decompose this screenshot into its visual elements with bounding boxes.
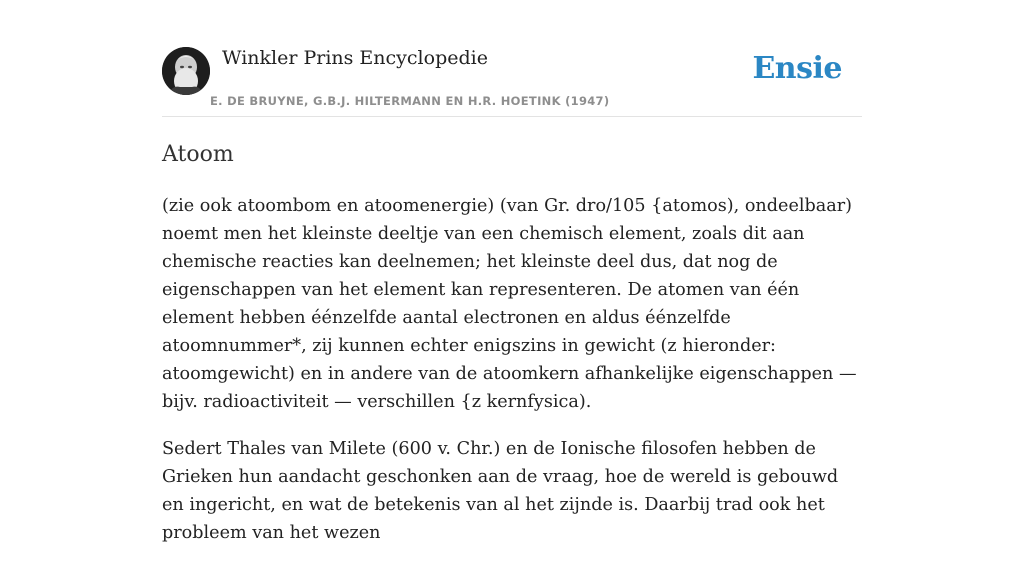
author-avatar [162, 47, 210, 95]
source-authors: E. DE BRUYNE, G.B.J. HILTERMANN EN H.R. HOETINK (1947) [210, 94, 610, 108]
article-title: Atoom [162, 142, 234, 167]
article-body [162, 192, 862, 566]
page [162, 0, 862, 543]
ensie-logo-link[interactable]: Ensie [752, 51, 842, 86]
article-paragraph: Sedert Thales van Milete (600 v. Chr.) en de Ionische filosofen hebben de Grieken hun aandacht geschonken aan de vraag, hoe de wereld is gebouwd en ingericht, en wat de betekenis van al het zijnde is. Daarbij trad ook het probleem van het wezen [162, 439, 839, 543]
source-title[interactable]: Winkler Prins Encyclopedie [222, 47, 488, 69]
portrait-icon [162, 47, 210, 95]
source-header [162, 0, 862, 117]
article-paragraph: (zie ook atoombom en atoomenergie) (van Gr. dro/105 {atomos), ondeelbaar) noemt men het kleinste deeltje van een chemisch element, zoals dit aan chemische reacties kan deelnemen; het kleinste deel dus, dat nog de eigenschappen van het element kan representeren. De atomen van één element hebben éénzelfde aantal electronen en aldus éénzelfde atoomnummer*, zij kunnen echter enigszins in gewicht (z hieronder: atoomgewicht) en in andere van de atoomkern afhankelijke eigenschappen — bijv. radioactiviteit — verschillen {z kernfysica). [162, 196, 857, 412]
